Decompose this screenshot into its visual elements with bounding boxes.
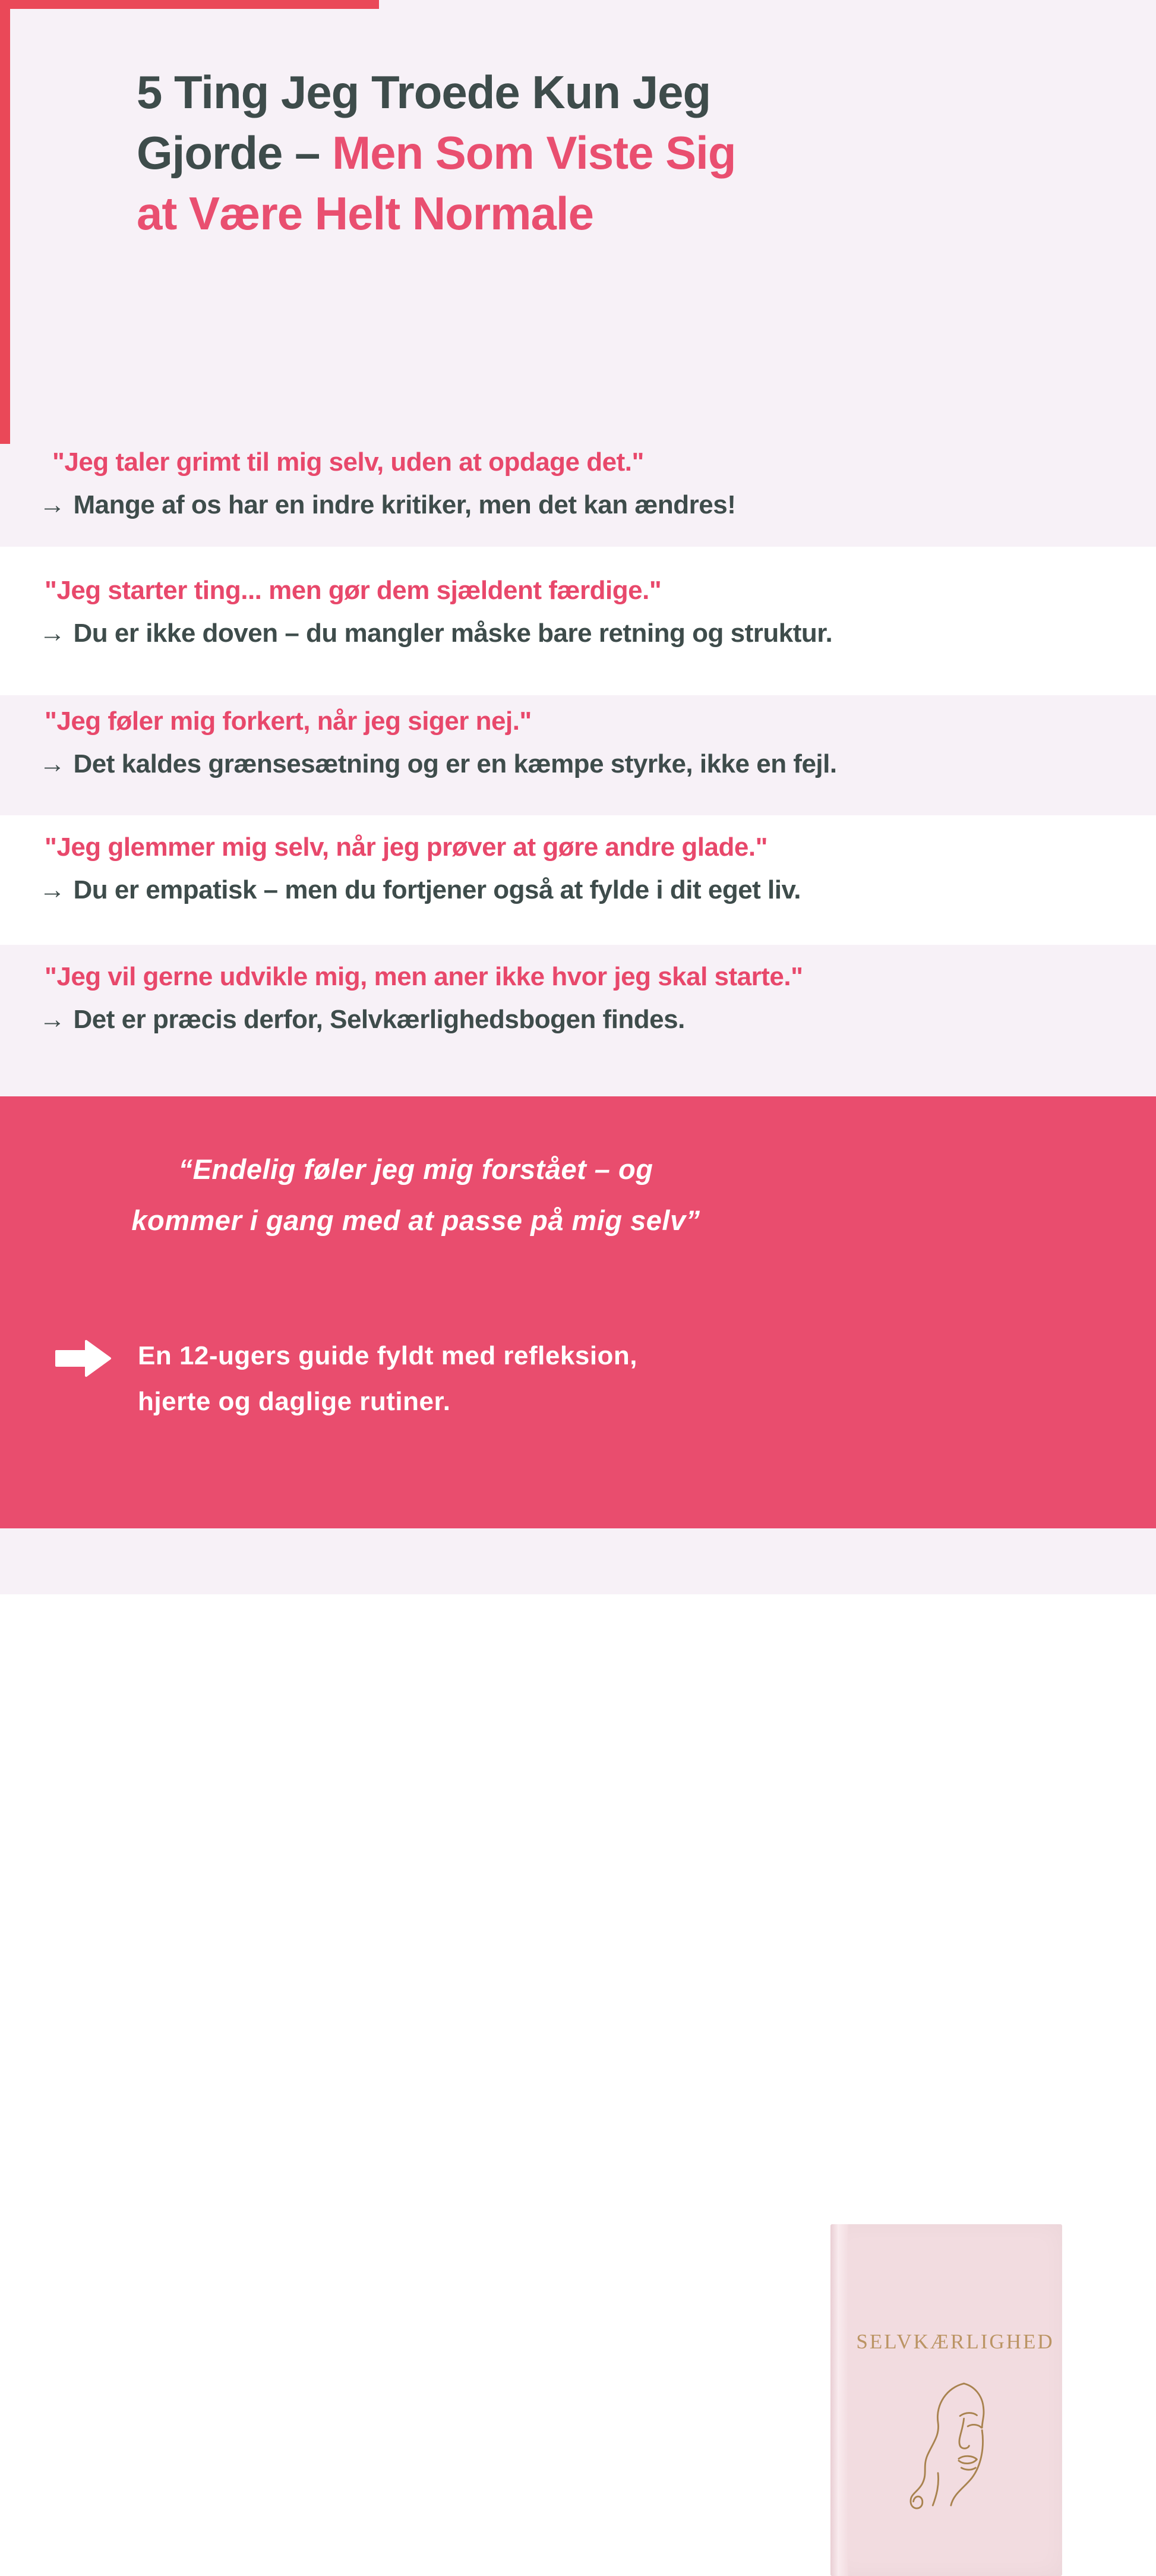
quote-3-text: "Jeg føler mig forkert, når jeg siger nej.": [45, 707, 532, 736]
cta-description-line1: En 12-ugers guide fyldt med refleksion,: [138, 1341, 638, 1370]
quote-2-response-text: Du er ikke doven – du mangler måske bare retning og struktur.: [73, 619, 833, 648]
quote-3-response: [39, 751, 837, 777]
book-title: SELVKÆRLIGHED: [856, 2330, 1054, 2353]
quote-2-response: [39, 620, 832, 647]
quote-1-response-text: Mange af os har en indre kritiker, men det kan ændres!: [73, 490, 736, 519]
cta-description: [138, 1333, 637, 1424]
arrow-icon: →: [39, 875, 65, 904]
cta-right-arrow-icon: [56, 1340, 111, 1377]
cta-description-line2: hjerte og daglige rutiner.: [138, 1387, 451, 1416]
quote-2-text: "Jeg starter ting... men gør dem sjældent færdige.": [45, 576, 662, 605]
testimonial-line2: kommer i gang med at passe på mig selv”: [131, 1204, 700, 1236]
quote-1-text: "Jeg taler grimt til mig selv, uden at opdage det.": [52, 447, 644, 477]
quote-4-response: [39, 877, 801, 903]
testimonial-quote: [0, 1144, 832, 1246]
page-title-line2: [137, 127, 736, 179]
quote-5-response: [39, 1007, 685, 1033]
arrow-icon: →: [39, 749, 65, 778]
footer-strip: [0, 1528, 1156, 1594]
quote-5-text: "Jeg vil gerne udvikle mig, men aner ikke hvor jeg skal starte.": [45, 962, 803, 991]
quote-3-response-text: Det kaldes grænsesætning og er en kæmpe styrke, ikke en fejl.: [73, 749, 837, 778]
quote-4-text: "Jeg glemmer mig selv, når jeg prøver at gøre andre glade.": [45, 833, 767, 862]
arrow-icon: →: [39, 490, 65, 519]
testimonial-line1: “Endelig føler jeg mig forstået – og: [178, 1153, 653, 1185]
arrow-icon: →: [39, 1005, 65, 1034]
book-spine: [830, 2224, 848, 2576]
decorative-left-border: [0, 0, 10, 444]
face-line-art-icon: [887, 2376, 1018, 2518]
quote-4-response-text: Du er empatisk – men du fortjener også at fylde i dit eget liv.: [73, 875, 801, 904]
arrow-icon: →: [39, 619, 65, 648]
quote-1-response: [39, 492, 735, 518]
quote-5-response-text: Det er præcis derfor, Selvkærlighedsbogen findes.: [73, 1005, 685, 1034]
book-cover: [830, 2224, 1062, 2576]
page-title-line2-pink: Men Som Viste Sig: [332, 127, 736, 179]
decorative-top-border: [0, 0, 379, 9]
page-title-line1: 5 Ting Jeg Troede Kun Jeg: [137, 66, 711, 118]
page-title-line3: at Være Helt Normale: [137, 187, 593, 239]
cta-section: [0, 1096, 1156, 2353]
page-title-line2-teal: Gjorde –: [137, 127, 333, 179]
